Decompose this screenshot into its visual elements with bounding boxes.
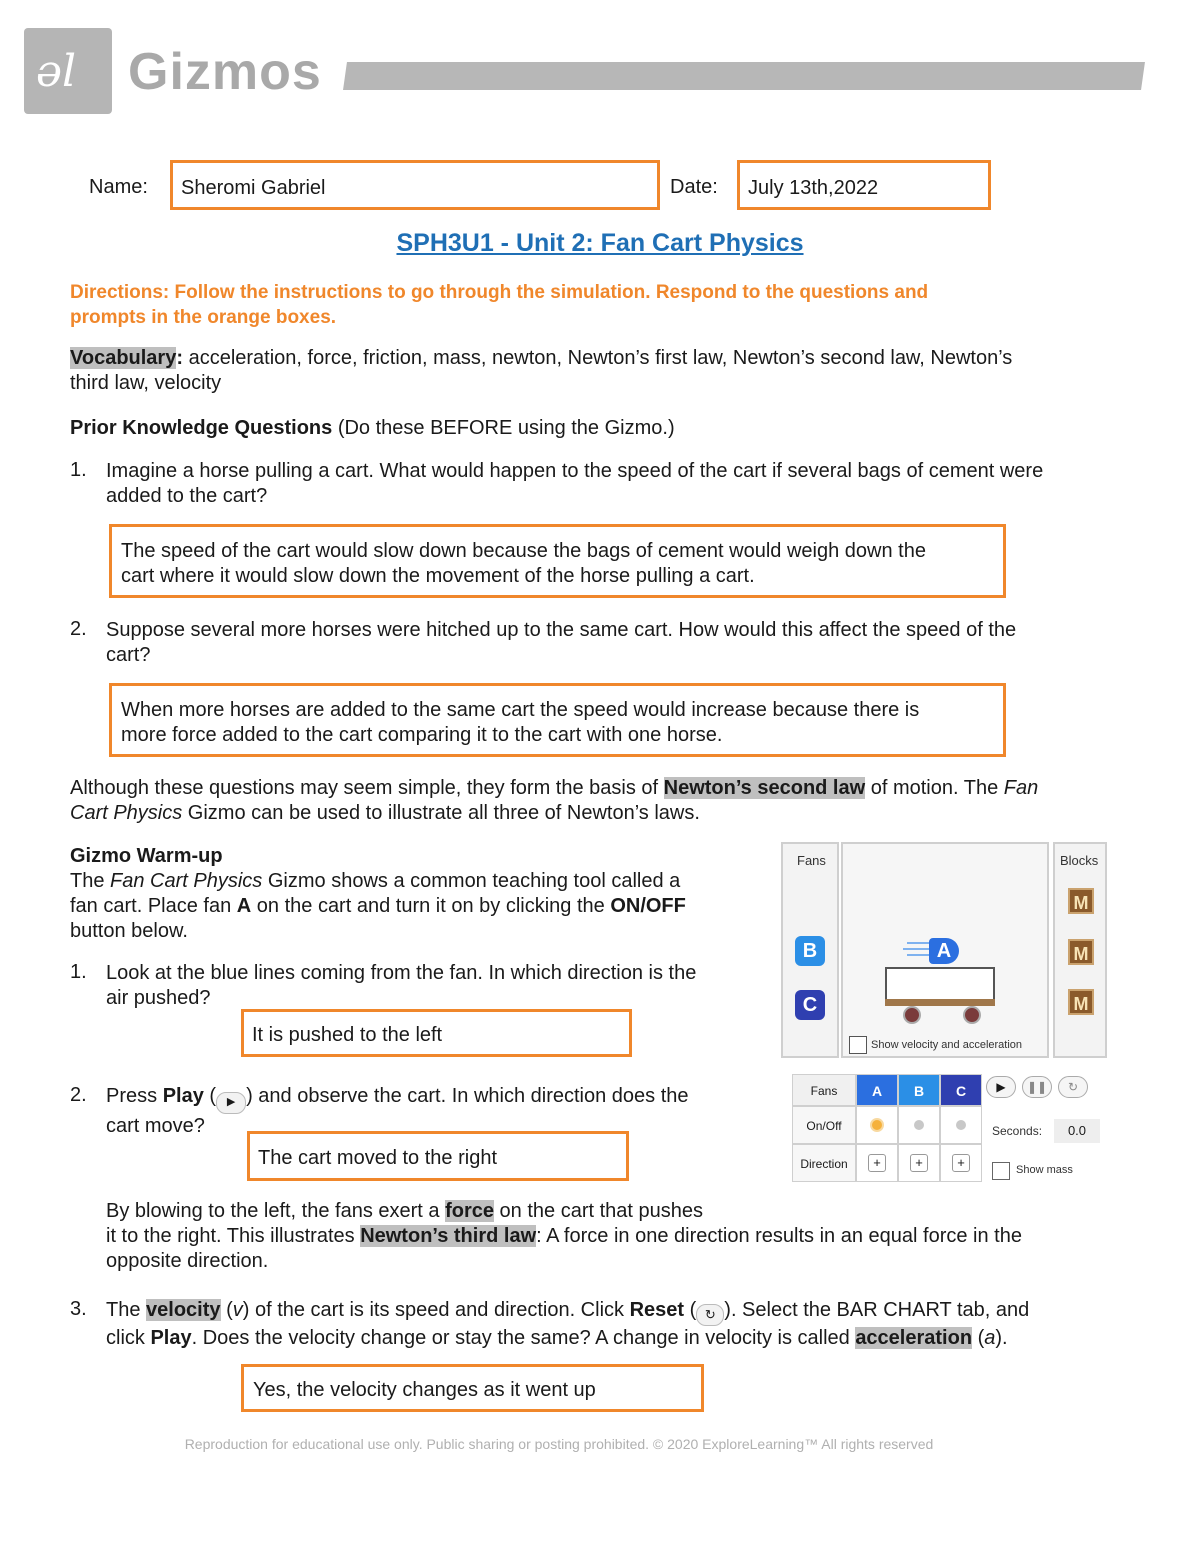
answer-text: When more horses are added to the same cart the speed would increase because there is more force added to the cart comparing it to the cart with one horse. [121,699,920,746]
prior-knowledge-heading: Prior Knowledge Questions (Do these BEFORE using the Gizmo.) [70,417,675,439]
column-a: A [856,1074,898,1106]
question-number: 2. [70,618,87,640]
show-mass-checkbox[interactable] [992,1162,1010,1180]
mass-block[interactable]: M [1068,939,1094,965]
seconds-label: Seconds: [992,1124,1043,1138]
question-number: 2. [70,1084,87,1106]
fans-header: Fans [792,1074,856,1106]
warmup-question-3: The velocity (v) of the cart is its speed and direction. Click Reset ( ↻ ). Select the BAR CHART tab, and click Play. Does the velocity change or stay the same? A change in velocity is called acceleration (a). [106,1299,1030,1349]
direction-label: Direction [792,1144,856,1182]
question-number: 1. [70,459,87,481]
onoff-cell [940,1106,982,1144]
answer-box-prior-2[interactable] [109,683,1006,757]
answer-text: It is pushed to the left [252,1024,443,1046]
answer-box-warmup-3[interactable] [241,1364,704,1412]
answer-box-warmup-2[interactable] [247,1131,629,1181]
warmup-question-1: Look at the blue lines coming from the fan. In which direction is the air pushed? [106,962,697,1009]
fan-a-direction-button[interactable]: + [868,1154,886,1172]
prior-question-1: Imagine a horse pulling a cart. What would happen to the speed of the cart if several bags of cement were added to the cart? [106,460,1044,507]
column-c: C [940,1074,982,1106]
column-b: B [898,1074,940,1106]
name-field[interactable] [170,160,660,210]
newtons-third-law-paragraph: By blowing to the left, the fans exert a force on the cart that pushes it to the right. This illustrates Newton’s third law: A force in one direction results in an equal force in the opposite direction. [106,1200,1022,1272]
page-title: SPH3U1 - Unit 2: Fan Cart Physics [396,229,804,257]
air-line [903,948,929,950]
answer-box-prior-1[interactable] [109,524,1006,598]
gizmos-brand: Gizmos [128,43,322,101]
question-number: 3. [70,1298,87,1320]
show-mass-label: Show mass [1016,1164,1073,1176]
name-value: Sheromi Gabriel [181,177,326,199]
date-value: July 13th,2022 [748,177,879,199]
fan-a-icon[interactable]: A [929,938,959,964]
fans-panel [781,842,839,1058]
warmup-question-2: Press Play ( ▶ ) and observe the cart. In which direction does the cart move? [106,1085,689,1137]
blocks-label: Blocks [1060,853,1099,868]
seconds-value: 0.0 [1054,1119,1100,1143]
cart-wheel [903,1006,921,1024]
direction-cell [856,1144,898,1182]
show-velocity-label: Show velocity and acceleration [871,1039,1023,1051]
question-number: 1. [70,961,87,983]
reset-button[interactable]: ↻ [1058,1076,1088,1098]
simulation-controls [792,1074,1104,1186]
fan-c-off-toggle[interactable] [956,1120,966,1130]
air-line [907,954,929,956]
answer-text: Yes, the velocity changes as it went up [253,1379,596,1401]
fans-label: Fans [797,853,826,868]
show-velocity-checkbox[interactable] [849,1036,867,1054]
warmup-intro: Gizmo Warm-up The Fan Cart Physics Gizmo shows a common teaching tool called a fan cart. Place fan A on the cart and turn it on by clicking the ON/OFF button below. [70,845,686,942]
name-label: Name: [89,176,148,198]
direction-cell [898,1144,940,1182]
fan-b-off-toggle[interactable] [914,1120,924,1130]
mass-block[interactable]: M [1068,888,1094,914]
fan-c-icon[interactable]: C [795,990,825,1020]
reset-icon: ↻ [696,1304,724,1326]
cart-wheel [963,1006,981,1024]
fan-cart-simulation [781,842,1107,1058]
mass-block[interactable]: M [1068,989,1094,1015]
header-bar [343,62,1145,90]
footer-copyright: Reproduction for educational use only. Public sharing or posting prohibited. © 2020 ExploreLearning™ All rights reserved [184,1436,934,1452]
answer-box-warmup-1[interactable] [241,1009,632,1057]
fan-a-on-toggle[interactable] [870,1118,884,1132]
fan-c-direction-button[interactable]: + [952,1154,970,1172]
pause-button[interactable]: ❚❚ [1022,1076,1052,1098]
play-icon: ▶ [216,1092,246,1114]
blocks-panel [1053,842,1107,1058]
direction-cell [940,1144,982,1182]
date-field[interactable] [737,160,991,210]
answer-text: The speed of the cart would slow down because the bags of cement would weigh down the cart where it would slow down the movement of the horse pulling a cart. [121,540,926,587]
basis-paragraph: Although these questions may seem simple, they form the basis of Newton’s second law of motion. The Fan Cart Physics Gizmo can be used to illustrate all three of Newton’s laws. [70,777,1039,824]
track-panel [841,842,1049,1058]
cart-base [885,999,995,1006]
answer-text: The cart moved to the right [258,1147,498,1169]
fan-b-direction-button[interactable]: + [910,1154,928,1172]
play-button[interactable]: ▶ [986,1076,1016,1098]
warmup-heading: Gizmo Warm-up [70,845,223,867]
explorelearning-logo: ǝl [24,28,112,114]
date-label: Date: [670,176,718,198]
prior-question-2: Suppose several more horses were hitched up to the same cart. How would this affect the speed of the cart? [106,619,1017,666]
air-line [907,942,929,944]
directions: Directions: Follow the instructions to go through the simulation. Respond to the questions and prompts in the orange boxes. [70,282,929,328]
onoff-label: On/Off [792,1106,856,1144]
onoff-cell [898,1106,940,1144]
vocabulary: Vocabulary: acceleration, force, friction, mass, newton, Newton’s first law, Newton’s second law, Newton’s third law, velocity [70,347,1013,394]
fan-b-icon[interactable]: B [795,936,825,966]
onoff-cell [856,1106,898,1144]
